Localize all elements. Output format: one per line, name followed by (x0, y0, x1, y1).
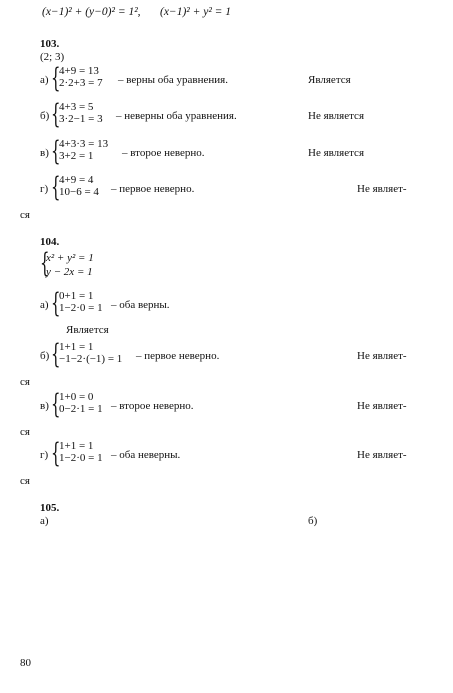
p103-a-comment: – верны оба уравнения. (118, 74, 228, 86)
p103-b-comment: – неверны оба уравнения. (116, 110, 237, 122)
p104-a-verdict: Является (66, 324, 109, 336)
p104-g-brace: { (51, 438, 61, 469)
p104-g-verdict: Не являет- (357, 449, 407, 461)
p103-g-verdict-wrap: ся (20, 209, 30, 221)
p103-v-comment: – второе неверно. (122, 147, 205, 159)
p104-system-brace: { (40, 248, 50, 279)
p104-system-eq2: y − 2x = 1 (46, 266, 93, 278)
p104-v-verdict-wrap: ся (20, 426, 30, 438)
p104-b-verdict-wrap: ся (20, 376, 30, 388)
p103-v-brace: { (51, 136, 61, 167)
problem-103-number: 103. (40, 38, 60, 50)
p105-label-a: а) (40, 515, 49, 527)
p104-g-eq1: 1+1 = 1 (59, 440, 94, 452)
p103-g-verdict: Не являет- (357, 183, 407, 195)
p104-v-verdict: Не являет- (357, 400, 407, 412)
p103-v-system (59, 139, 108, 162)
p103-v-eq2: 3+2 = 1 (59, 149, 94, 162)
p104-b-verdict: Не являет- (357, 350, 407, 362)
p103-b-verdict: Не является (308, 110, 364, 122)
p104-b-label: б) (40, 350, 50, 362)
p103-a-brace: { (51, 63, 61, 94)
page-number: 80 (20, 657, 31, 669)
p104-a-brace: { (51, 288, 61, 319)
problem-105-number: 105. (40, 502, 60, 514)
p104-a-label: а) (40, 299, 49, 311)
p103-b-brace: { (51, 99, 61, 130)
p104-a-eq2: 1−2·0 = 1 (59, 301, 103, 314)
p104-v-brace: { (51, 389, 61, 420)
p104-v-comment: – второе неверно. (111, 400, 194, 412)
p104-g-comment: – оба неверны. (111, 449, 181, 461)
p103-g-comment: – первое неверно. (111, 183, 195, 195)
p103-a-verdict: Является (308, 74, 351, 86)
p104-a-comment: – оба верны. (111, 299, 170, 311)
p103-g-system (59, 175, 99, 198)
p104-b-system (59, 342, 122, 365)
p104-b-brace: { (51, 339, 61, 370)
top-formula-part2: (x−1)² + y² = 1 (160, 6, 232, 18)
p103-g-label: г) (40, 183, 49, 195)
p103-a-system (59, 66, 103, 89)
p103-a-eq2: 2·2+3 = 7 (59, 76, 103, 89)
p104-b-eq2: −1−2·(−1) = 1 (59, 352, 123, 365)
p104-v-system (59, 392, 103, 415)
p103-b-eq2: 3·2−1 = 3 (59, 112, 103, 125)
p104-system (46, 251, 94, 279)
p104-v-eq2: 0−2·1 = 1 (59, 402, 103, 415)
p103-v-eq1: 4+3·3 = 13 (59, 138, 109, 150)
p104-a-eq1: 0+1 = 1 (59, 290, 94, 302)
p103-v-label: в) (40, 147, 49, 159)
p103-g-eq1: 4+9 = 4 (59, 174, 94, 186)
p103-a-eq1: 4+9 = 13 (59, 65, 99, 77)
p104-v-label: в) (40, 400, 49, 412)
p103-b-system (59, 102, 103, 125)
p104-g-verdict-wrap: ся (20, 475, 30, 487)
p104-g-label: г) (40, 449, 49, 461)
p104-a-system (59, 291, 103, 314)
p103-b-eq1: 4+3 = 5 (59, 101, 94, 113)
p105-label-b: б) (308, 515, 318, 527)
p103-b-label: б) (40, 110, 50, 122)
problem-103-point: (2; 3) (40, 51, 65, 63)
p104-g-system (59, 441, 103, 464)
p104-b-eq1: 1+1 = 1 (59, 341, 94, 353)
problem-104-number: 104. (40, 236, 60, 248)
p103-g-brace: { (51, 172, 61, 203)
p103-a-label: а) (40, 74, 49, 86)
p104-v-eq1: 1+0 = 0 (59, 391, 94, 403)
p104-system-eq1: x² + y² = 1 (46, 252, 94, 264)
p104-b-comment: – первое неверно. (136, 350, 220, 362)
p103-v-verdict: Не является (308, 147, 364, 159)
p103-g-eq2: 10−6 = 4 (59, 185, 99, 198)
top-formula-part1: (x−1)² + (y−0)² = 1², (42, 6, 141, 18)
p104-g-eq2: 1−2·0 = 1 (59, 451, 103, 464)
